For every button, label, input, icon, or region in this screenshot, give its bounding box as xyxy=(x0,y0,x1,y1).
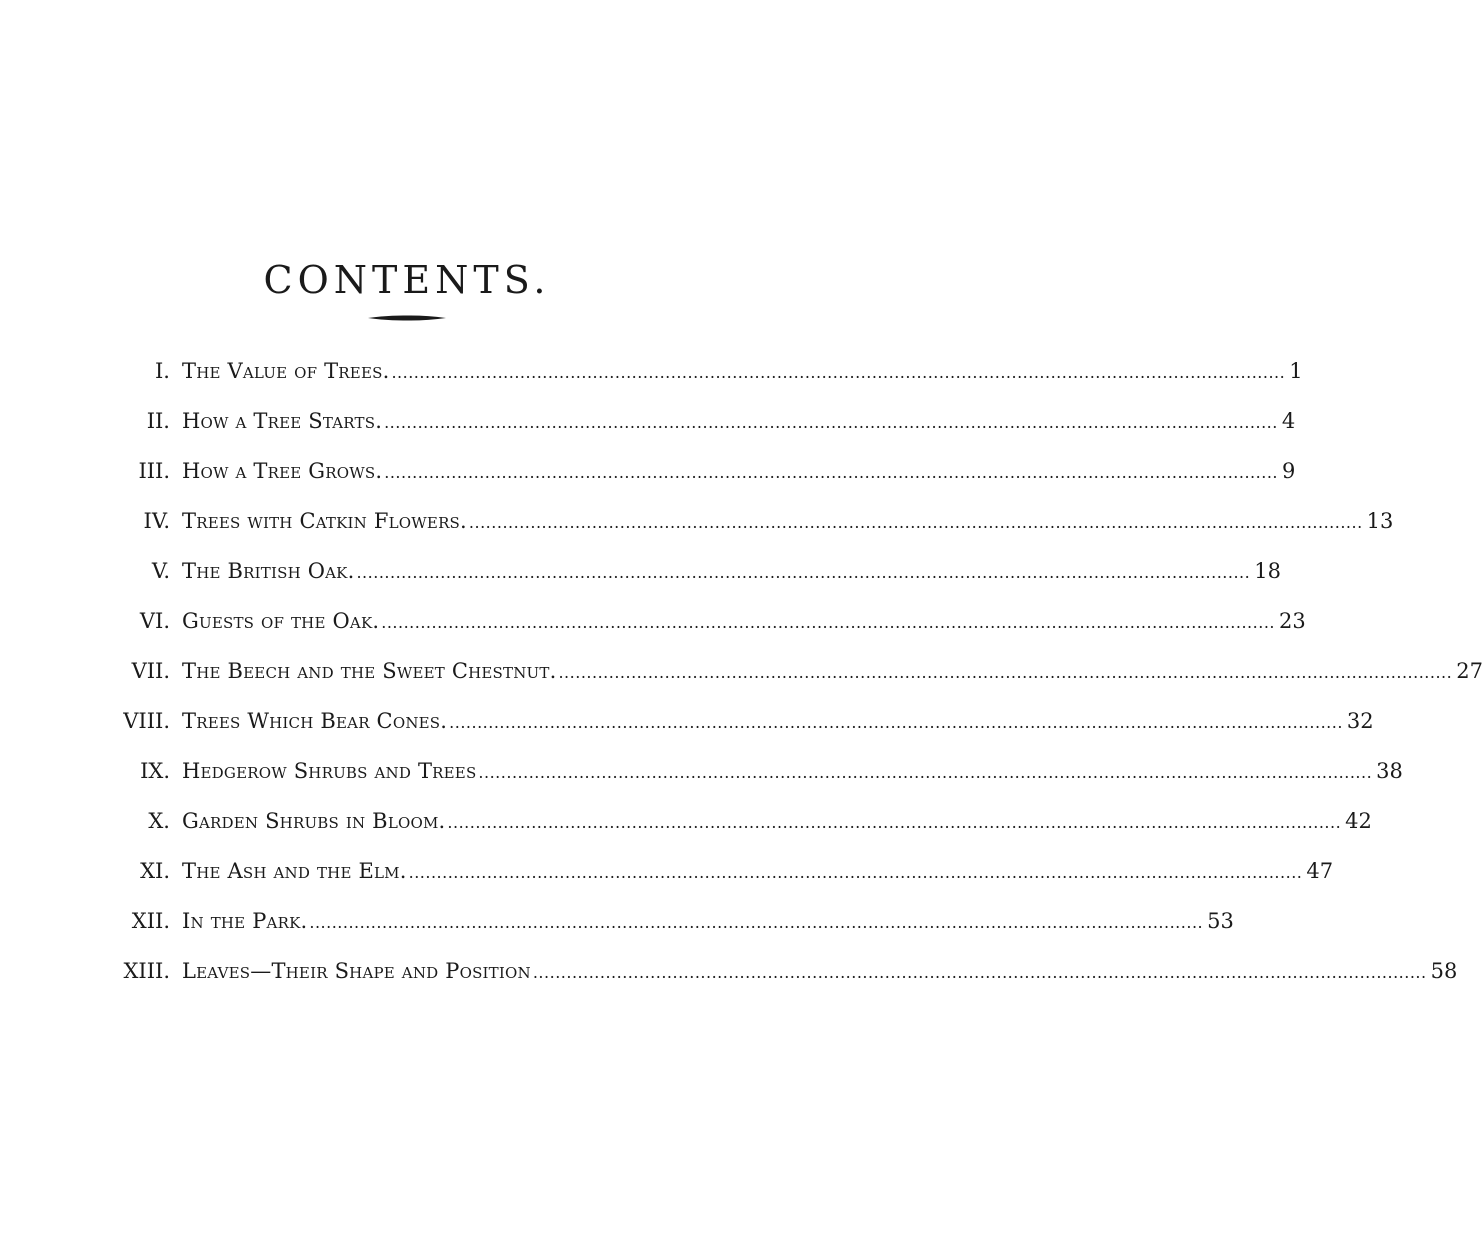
page-number: 1 xyxy=(1289,359,1303,383)
chapter-title: How a Tree Grows. xyxy=(182,459,383,483)
chapter-number: V. xyxy=(151,559,170,583)
chapter-number: II. xyxy=(146,409,170,433)
chapter-title: Trees Which Bear Cones. xyxy=(182,709,448,733)
title-ornament-rule xyxy=(368,314,446,322)
dot-leader: ................................................................................................................................................................ xyxy=(468,513,1363,532)
page-number: 32 xyxy=(1346,709,1374,733)
chapter-title: Garden Shrubs in Bloom. xyxy=(182,809,446,833)
contents-list xyxy=(0,346,1483,996)
contents-entry[interactable] xyxy=(0,846,1334,896)
chapter-number: XII. xyxy=(131,909,170,933)
chapter-number: IV. xyxy=(143,509,170,533)
dot-leader: ................................................................................................................................................................ xyxy=(478,763,1373,782)
chapter-number: IX. xyxy=(140,759,170,783)
contents-entry[interactable] xyxy=(0,396,1296,446)
chapter-number: X. xyxy=(148,809,170,833)
chapter-title: Hedgerow Shrubs and Trees xyxy=(182,759,477,783)
dot-leader: ................................................................................................................................................................ xyxy=(532,963,1427,982)
contents-entry[interactable] xyxy=(0,596,1306,646)
page-title: CONTENTS. xyxy=(263,258,551,302)
page-number: 47 xyxy=(1306,859,1334,883)
chapter-number: XIII. xyxy=(123,959,170,983)
chapter-title: The British Oak. xyxy=(182,559,355,583)
page-number: 9 xyxy=(1281,459,1296,483)
dot-leader: ................................................................................................................................................................ xyxy=(391,363,1286,382)
chapter-title: The Ash and the Elm. xyxy=(182,859,407,883)
contents-entry[interactable] xyxy=(0,746,1403,796)
chapter-number: I. xyxy=(155,359,170,383)
dot-leader: ................................................................................................................................................................ xyxy=(381,613,1275,632)
chapter-title: In the Park. xyxy=(182,909,308,933)
chapter-title: Leaves—Their Shape and Position xyxy=(182,959,531,983)
contents-entry[interactable] xyxy=(0,346,1303,396)
page-number: 4 xyxy=(1281,409,1296,433)
chapter-number: VIII. xyxy=(123,709,170,733)
chapter-number: III. xyxy=(138,459,170,483)
dot-leader: ................................................................................................................................................................ xyxy=(558,663,1453,682)
page-number: 53 xyxy=(1207,909,1234,933)
chapter-number: XI. xyxy=(140,859,170,883)
page-number: 23 xyxy=(1278,609,1306,633)
contents-entry[interactable] xyxy=(0,446,1296,496)
dot-leader: ................................................................................................................................................................ xyxy=(449,713,1343,732)
dot-leader: ................................................................................................................................................................ xyxy=(384,413,1278,432)
chapter-title: Trees with Catkin Flowers. xyxy=(182,509,467,533)
chapter-number: VII. xyxy=(131,659,170,683)
contents-entry[interactable] xyxy=(0,546,1281,596)
contents-entry[interactable] xyxy=(0,896,1234,946)
chapter-title: Guests of the Oak. xyxy=(182,609,380,633)
dot-leader: ................................................................................................................................................................ xyxy=(356,563,1251,582)
contents-entry[interactable] xyxy=(0,646,1483,696)
contents-entry[interactable] xyxy=(0,796,1372,846)
page-number: 13 xyxy=(1366,509,1394,533)
page-number: 27 xyxy=(1456,659,1483,683)
contents-entry[interactable] xyxy=(0,946,1458,996)
page-number: 58 xyxy=(1430,959,1458,983)
page-number: 38 xyxy=(1376,759,1403,783)
dot-leader: ................................................................................................................................................................ xyxy=(384,463,1278,482)
dot-leader: ................................................................................................................................................................ xyxy=(408,863,1303,882)
page-number: 18 xyxy=(1254,559,1281,583)
page-number: 42 xyxy=(1345,809,1372,833)
dot-leader: ................................................................................................................................................................ xyxy=(447,813,1342,832)
contents-entry[interactable] xyxy=(0,496,1394,546)
chapter-number: VI. xyxy=(139,609,170,633)
dot-leader: ................................................................................................................................................................ xyxy=(309,913,1204,932)
chapter-title: The Beech and the Sweet Chestnut. xyxy=(182,659,557,683)
contents-entry[interactable] xyxy=(0,696,1374,746)
chapter-title: How a Tree Starts. xyxy=(182,409,383,433)
chapter-title: The Value of Trees. xyxy=(182,359,390,383)
